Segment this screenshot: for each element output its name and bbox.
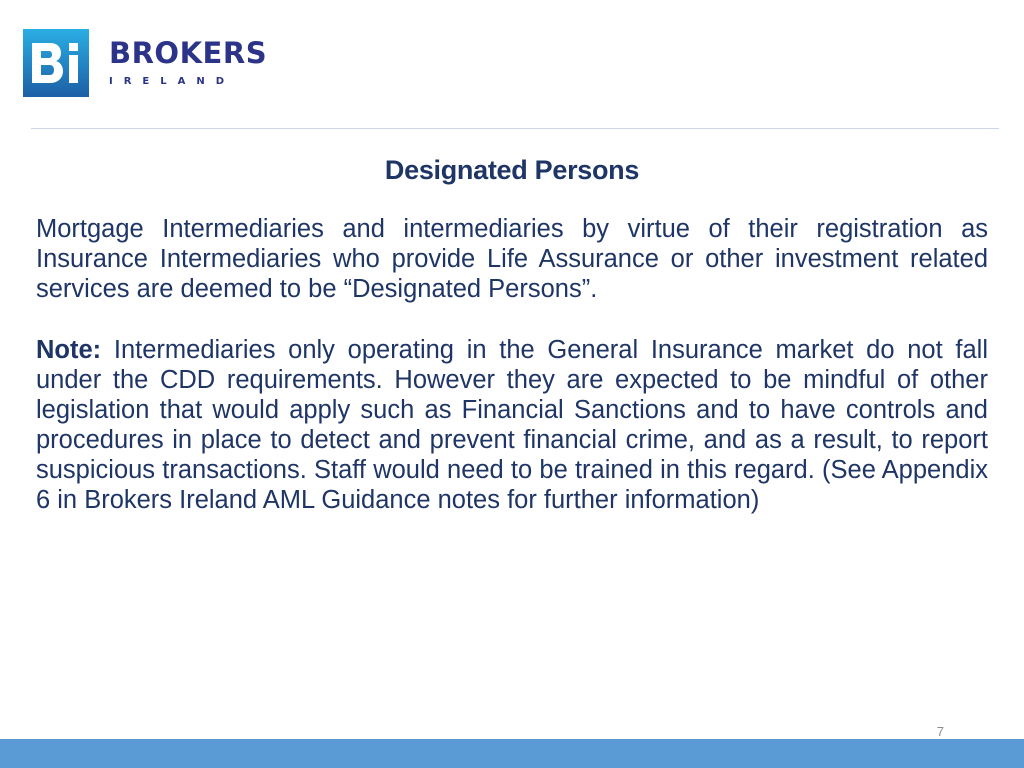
bi-logo-icon <box>23 29 89 97</box>
slide-title: Designated Persons <box>384 155 640 185</box>
logo-wordmark <box>109 38 267 88</box>
header-divider <box>31 128 999 129</box>
paragraph-designated-persons: Mortgage Intermediaries and intermediaries by virtue of their registration as Insurance Intermediaries who provide Life Assurance or other investment related services are deemed to be “Designated Persons”. <box>36 215 988 303</box>
brokers-ireland-logo <box>23 29 267 97</box>
logo-subtitle-text: IRELAND <box>109 76 236 87</box>
footer-bar <box>0 739 1024 768</box>
note-text: Intermediaries only operating in the General Insurance market do not fall under the CDD requirements. However they are expected to be mindful of other legislation that would apply such as Financial Sanctions and to have controls and procedures in place to detect and prevent financial crime, and as a result, to report suspicious transactions. Staff would need to be trained in this regard. (See Appendix 6 in Brokers Ireland AML Guidance notes for further information) <box>36 336 988 514</box>
page-number: 7 <box>936 724 944 739</box>
logo-brand-text: BROKERS <box>109 36 268 70</box>
note-label: Note: <box>36 336 102 364</box>
paragraph-note <box>36 335 988 515</box>
